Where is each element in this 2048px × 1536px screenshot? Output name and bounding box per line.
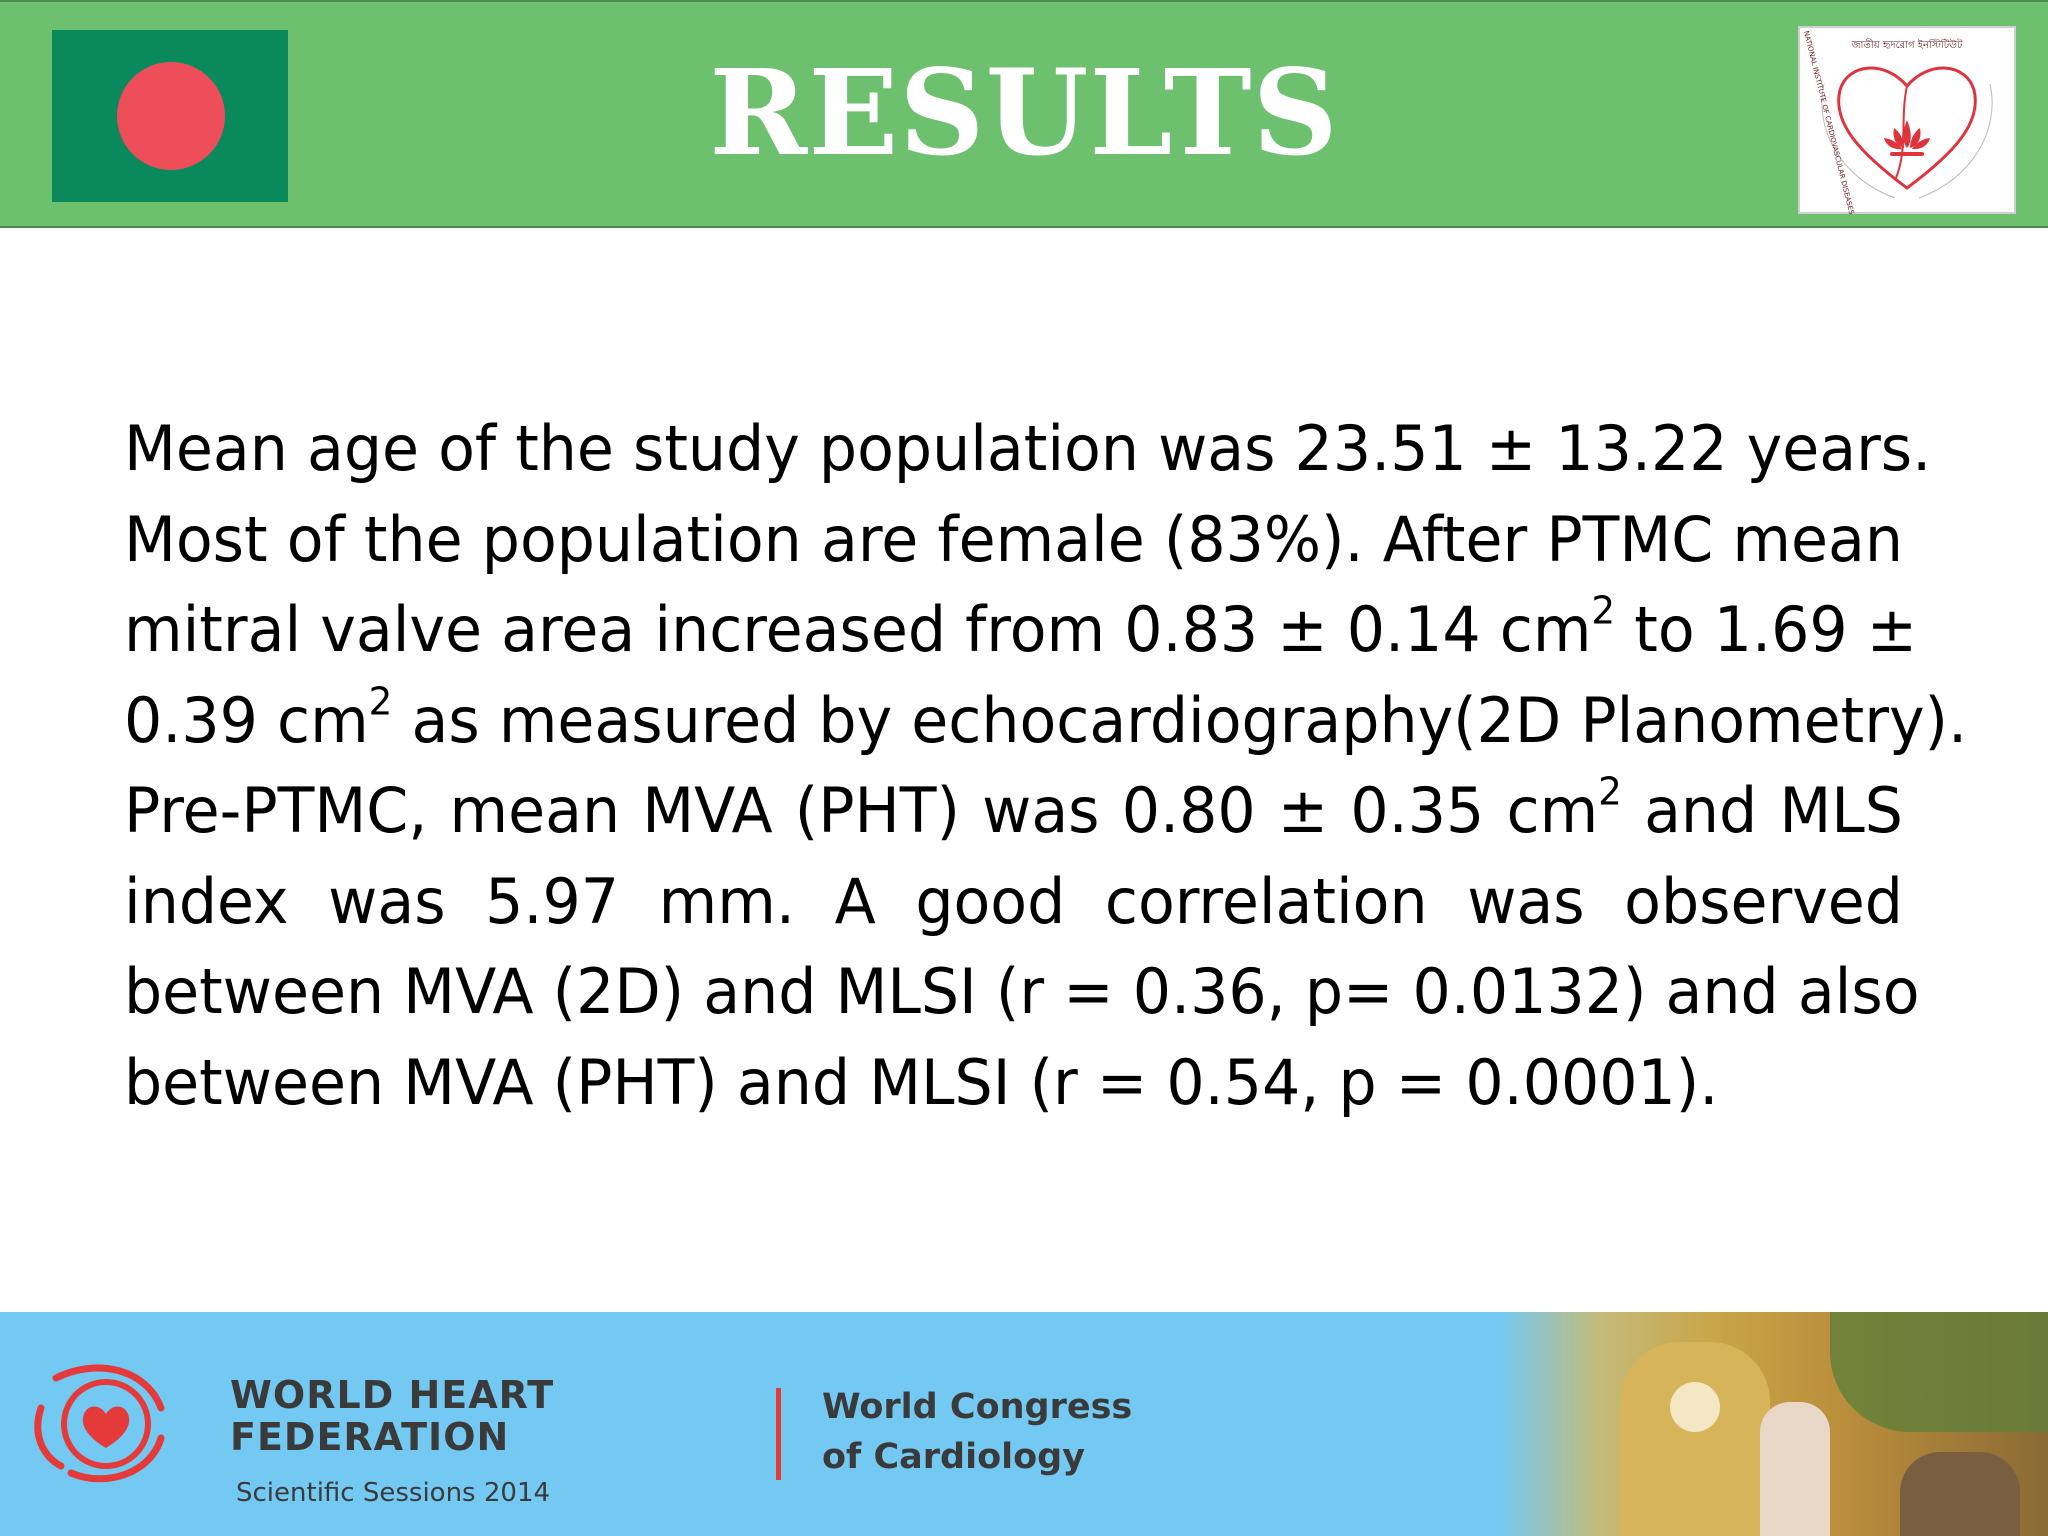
whf-subtitle: Scientific Sessions 2014 — [236, 1478, 551, 1508]
photo-tree — [1830, 1312, 2048, 1432]
results-line-5 — [124, 766, 1903, 857]
slide-header — [0, 0, 2048, 228]
results-paragraph — [124, 404, 1968, 1128]
photo-crowd — [1900, 1452, 2020, 1536]
line-4-pre: 0.39 cm — [124, 683, 369, 757]
line-5-pre: Pre-PTMC, mean MVA (PHT) was 0.80 ± 0.35 cm — [124, 774, 1599, 847]
world-heart-federation-logo-icon — [26, 1348, 176, 1498]
logo-top-text: জাতীয় হৃদরোগ ইনস্টিটিউট — [1851, 40, 1963, 51]
superscript-2: 2 — [368, 678, 393, 724]
results-line-1: Mean age of the study population was 23.51 ± 13.22 years. — [124, 412, 1932, 485]
line-3-post: to 1.69 ± — [1615, 593, 1918, 666]
results-line-7: between MVA (2D) and MLSI (r = 0.36, p= 0.0132) and also — [124, 955, 1920, 1028]
slide-footer — [0, 1312, 2048, 1536]
footer-divider — [776, 1388, 781, 1480]
photo-person — [1760, 1402, 1830, 1536]
line-5-post: and MLS — [1621, 774, 1903, 847]
superscript-2: 2 — [1591, 588, 1616, 634]
slide-title: RESULTS — [709, 43, 1339, 182]
results-line-3 — [124, 585, 1918, 676]
results-line-8: between MVA (PHT) and MLSI (r = 0.54, p = 0.0001). — [124, 1045, 1719, 1119]
results-line-4 — [124, 676, 1968, 767]
whf-line-1: WORLD HEART — [230, 1373, 555, 1417]
line-3-pre: mitral valve area increased from 0.83 ± 0.14 cm — [124, 593, 1592, 666]
congress-line-1: World Congress — [822, 1387, 1133, 1427]
congress-name — [822, 1382, 1132, 1482]
whf-line-2: FEDERATION — [230, 1415, 510, 1459]
superscript-2: 2 — [1598, 769, 1622, 815]
logo-ring-text: NATIONAL INSTITUTE OF CARDIOVASCULAR DISEASES — [1801, 30, 1856, 216]
line-4-post: as measured by echocardiography(2D Planometry). — [392, 683, 1968, 757]
congress-line-2: of Cardiology — [822, 1437, 1086, 1477]
results-line-6: index was 5.97 mm. A good correlation was observed — [124, 864, 1903, 938]
photo-building — [1620, 1342, 1770, 1536]
melbourne-street-photo — [1500, 1312, 2048, 1536]
heart-lotus-logo-icon — [1798, 26, 2016, 214]
photo-clock — [1670, 1382, 1720, 1432]
results-line-2: Most of the population are female (83%). After PTMC mean — [124, 502, 1903, 576]
whf-name — [230, 1374, 554, 1458]
